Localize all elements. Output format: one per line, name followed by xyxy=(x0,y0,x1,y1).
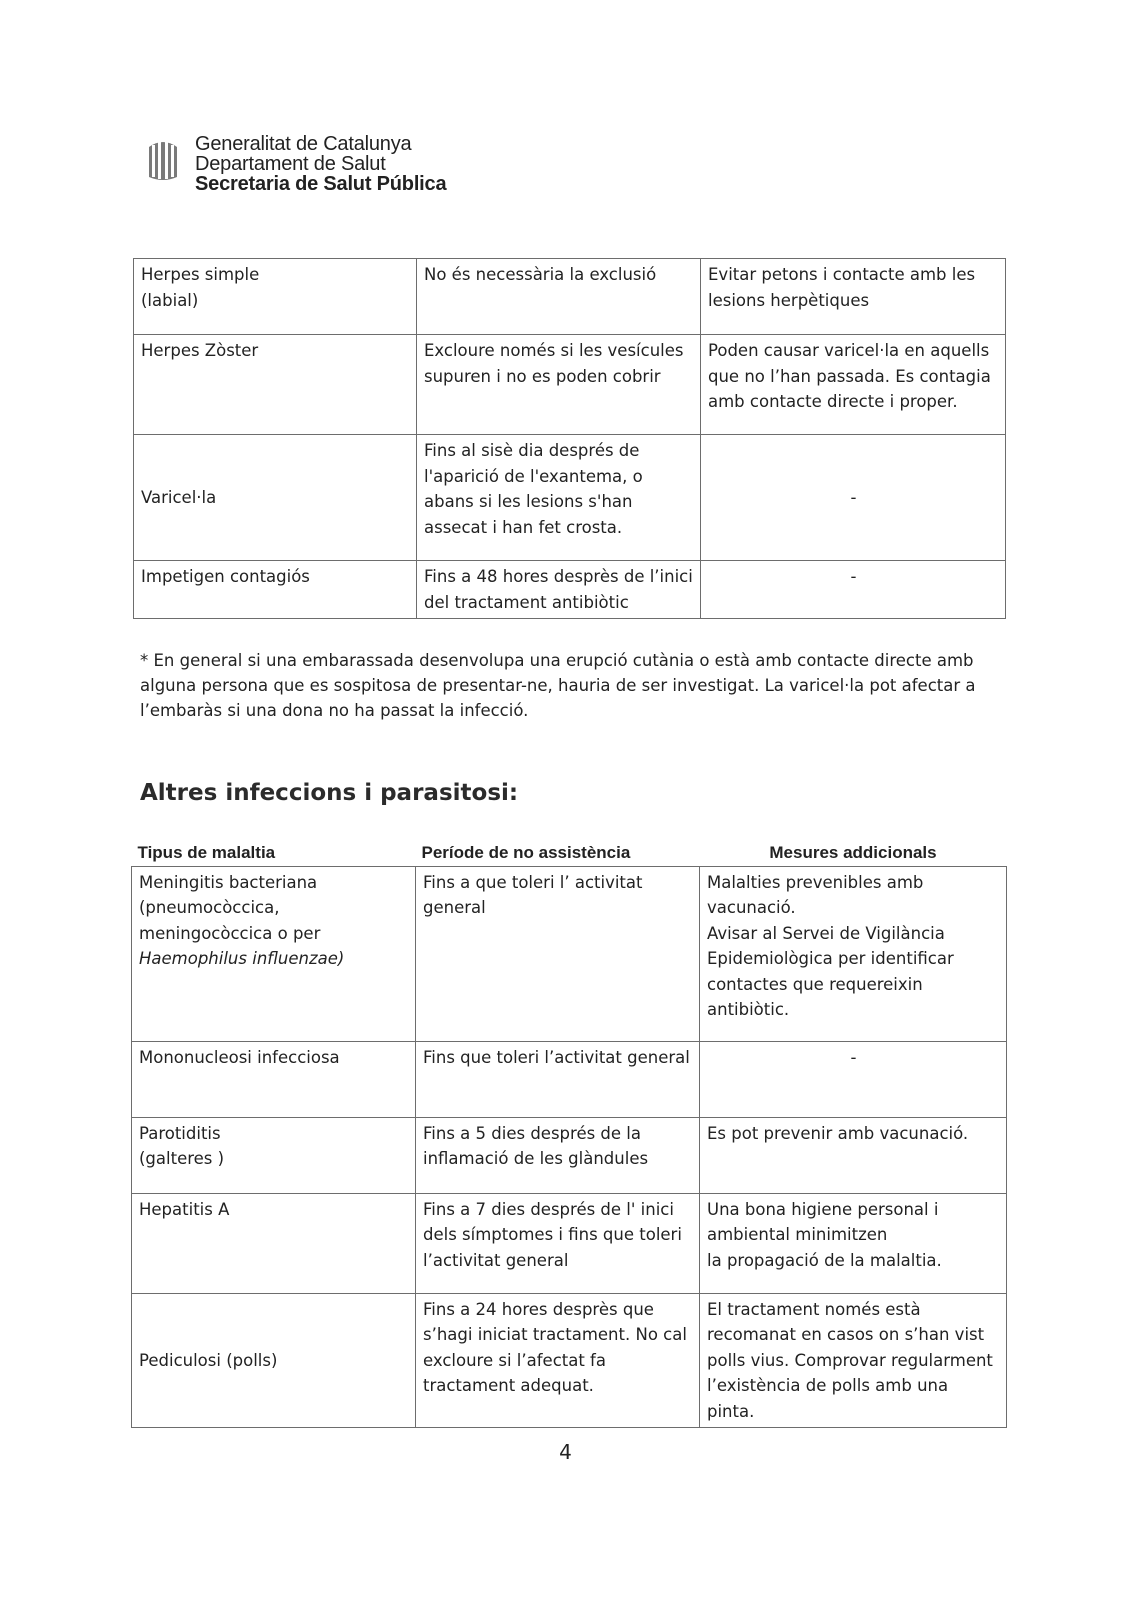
column-header-disease: Tipus de malaltia xyxy=(137,842,276,862)
measures-cell: Poden causar varicel·la en aquells que no l’han passada. Es contagia amb contacte directe i proper. xyxy=(701,335,1006,435)
table-row xyxy=(132,1293,1007,1428)
other-infections-table xyxy=(131,840,1007,1428)
period-cell: Fins a 48 hores desprès de l’inici del tractament antibiòtic xyxy=(417,561,701,619)
period-cell: Fins a que toleri l’ activitat general xyxy=(416,866,700,1041)
measures-cell: - xyxy=(700,1041,1007,1117)
disease-name: Meningitis bacteriana (pneumocòccica, meningocòccica o per xyxy=(139,872,321,943)
disease-cell: Herpes Zòster xyxy=(134,335,417,435)
page-number: 4 xyxy=(559,1440,572,1464)
secretariat-name: Secretaria de Salut Pública xyxy=(195,173,447,195)
disease-cell xyxy=(132,866,416,1041)
measures-cell: Malalties prevenibles amb vacunació. Avisar al Servei de Vigilància Epidemiològica per identificar contactes que requereixin antibiòtic. xyxy=(700,866,1007,1041)
period-cell: Fins a 5 dies després de la inflamació de les glàndules xyxy=(416,1117,700,1193)
generalitat-logo-icon xyxy=(146,137,180,181)
measures-cell: Es pot prevenir amb vacunació. xyxy=(700,1117,1007,1193)
column-header-measures: Mesures addicionals xyxy=(769,842,937,862)
disease-cell: Herpes simple (labial) xyxy=(134,259,417,335)
period-cell: Fins al sisè dia després de l'aparició de l'exantema, o abans si les lesions s'han assecat i han fet crosta. xyxy=(417,435,701,561)
table-row xyxy=(134,259,1006,335)
period-cell: Excloure només si les vesícules supuren i no es poden cobrir xyxy=(417,335,701,435)
disease-cell: Impetigen contagiós xyxy=(134,561,417,619)
measures-cell: - xyxy=(701,435,1006,561)
period-cell: Fins a 7 dies després de l' inici dels símptomes i fins que toleri l’activitat general xyxy=(416,1193,700,1293)
table-row xyxy=(132,1193,1007,1293)
disease-cell: Varicel·la xyxy=(134,435,417,561)
section-title: Altres infeccions i parasitosi: xyxy=(140,780,519,806)
disease-cell: Pediculosi (polls) xyxy=(132,1293,416,1428)
measures-cell: Una bona higiene personal i ambiental minimitzen la propagació de la malaltia. xyxy=(700,1193,1007,1293)
period-cell: No és necessària la exclusió xyxy=(417,259,701,335)
table-row xyxy=(134,335,1006,435)
column-header-period: Període de no assistència xyxy=(421,842,631,862)
table-row xyxy=(132,1041,1007,1117)
table-row xyxy=(132,866,1007,1041)
table-row xyxy=(134,435,1006,561)
period-cell: Fins a 24 hores desprès que s’hagi iniciat tractament. No cal excloure si l’afectat fa tractament adequat. xyxy=(416,1293,700,1428)
disease-cell: Parotiditis (galteres ) xyxy=(132,1117,416,1193)
pathogen-name: Haemophilus influenzae) xyxy=(139,949,345,968)
table-row xyxy=(132,1117,1007,1193)
org-name: Generalitat de Catalunya xyxy=(195,133,412,155)
disease-cell: Mononucleosi infecciosa xyxy=(132,1041,416,1117)
pregnancy-note: * En general si una embarassada desenvolupa una erupció cutània o està amb contacte directe amb alguna persona que es sospitosa de presentar-ne, hauria de ser investigat. La varicel·la pot afectar a l’embaràs si una dona no ha passat la infecció. xyxy=(140,651,976,720)
table-row xyxy=(134,561,1006,619)
skin-infections-table xyxy=(133,258,1006,619)
measures-cell: - xyxy=(701,561,1006,619)
measures-cell: El tractament només està recomanat en casos on s’han vist polls vius. Comprovar regularment l’existència de polls amb una pinta. xyxy=(700,1293,1007,1428)
department-name: Departament de Salut xyxy=(195,153,386,175)
period-cell: Fins que toleri l’activitat general xyxy=(416,1041,700,1117)
table-header-row xyxy=(132,840,1007,866)
disease-cell: Hepatitis A xyxy=(132,1193,416,1293)
measures-cell: Evitar petons i contacte amb les lesions herpètiques xyxy=(701,259,1006,335)
